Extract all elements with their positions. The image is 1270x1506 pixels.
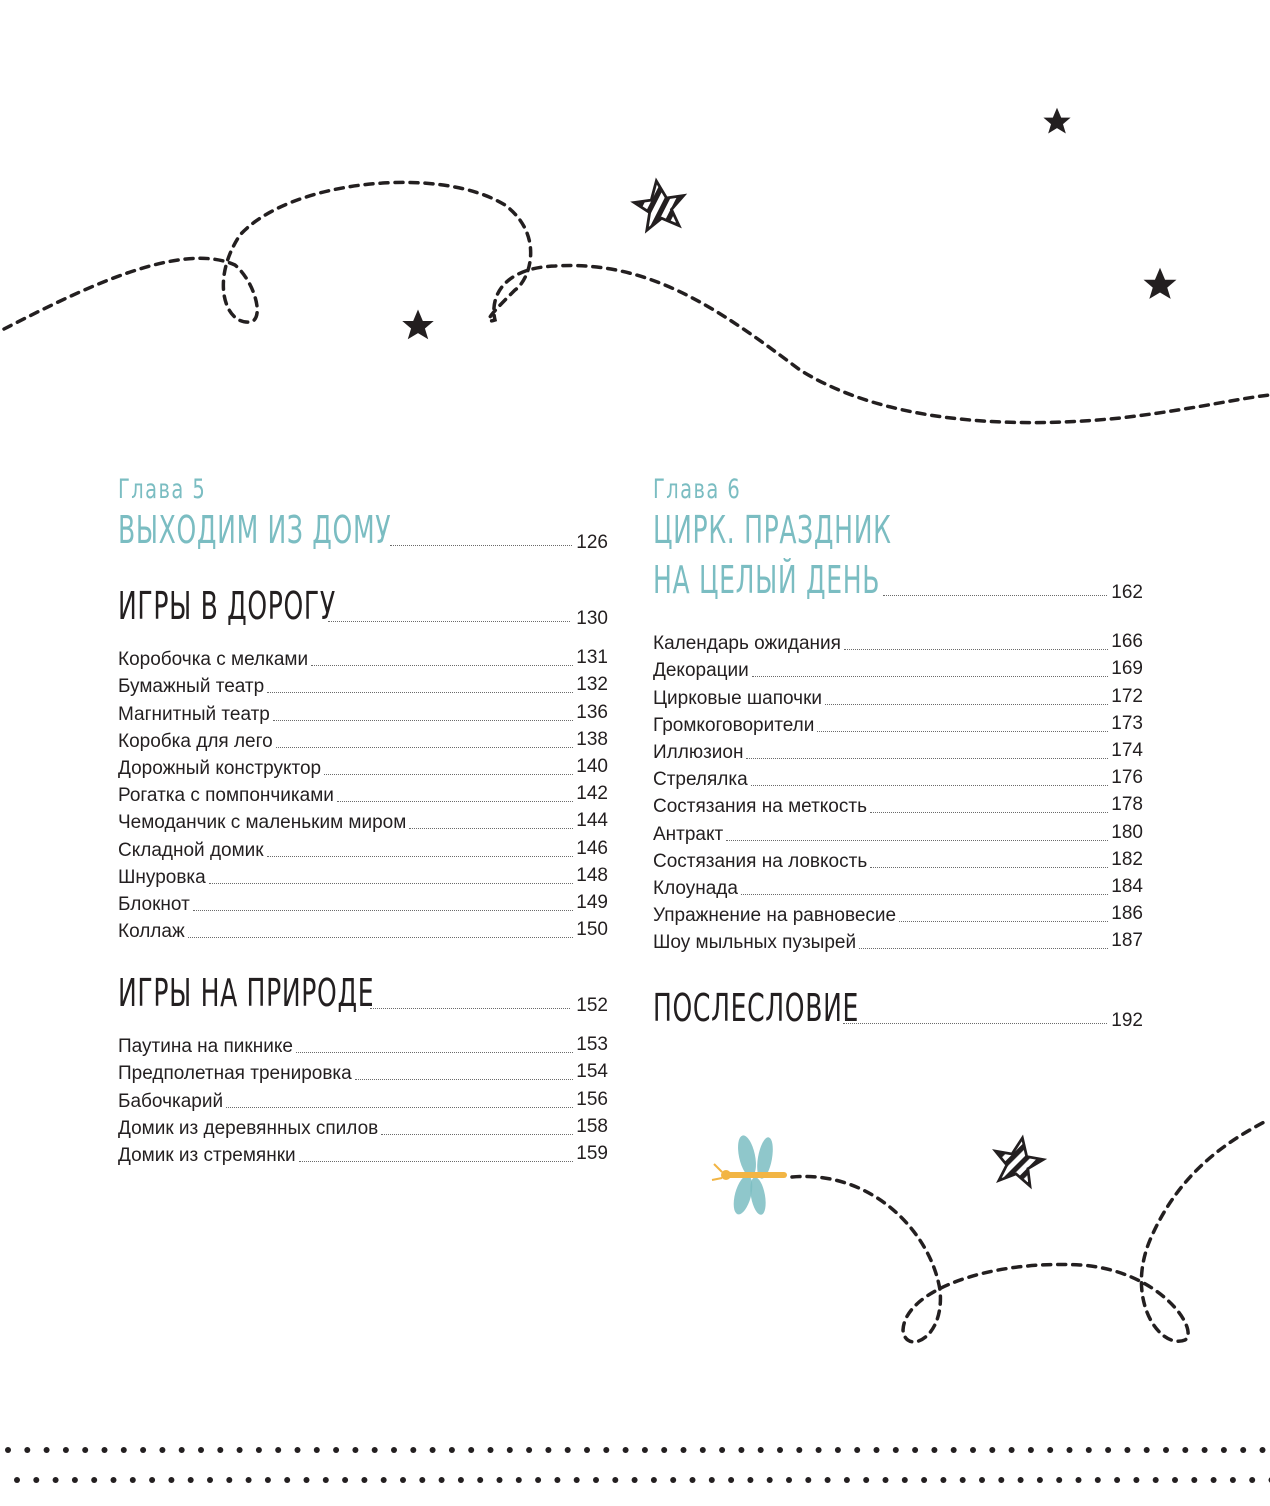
entry-title: Домик из деревянных спилов bbox=[118, 1117, 379, 1139]
toc-entry bbox=[118, 1085, 608, 1112]
leader-dots bbox=[844, 649, 1108, 650]
dot bbox=[1202, 1447, 1208, 1453]
dot bbox=[1067, 1447, 1073, 1453]
toc-entry bbox=[653, 900, 1143, 927]
entry-page-number: 172 bbox=[1111, 685, 1143, 707]
entry-list bbox=[118, 1031, 608, 1167]
leader-dots bbox=[843, 1023, 1107, 1024]
leader-dots bbox=[746, 758, 1108, 759]
dot bbox=[237, 1447, 243, 1453]
dot bbox=[1211, 1477, 1217, 1483]
toc-entry bbox=[118, 1140, 608, 1167]
dot bbox=[554, 1477, 560, 1483]
entry-page-number: 166 bbox=[1111, 631, 1143, 653]
entry-title: Шнуровка bbox=[118, 866, 206, 888]
entry-page-number: 136 bbox=[576, 701, 608, 723]
dot bbox=[526, 1447, 532, 1453]
dot bbox=[352, 1447, 358, 1453]
dot bbox=[1191, 1477, 1197, 1483]
leader-dots bbox=[370, 1008, 570, 1009]
dot bbox=[796, 1447, 802, 1453]
dot bbox=[921, 1477, 927, 1483]
entry-title: Антракт bbox=[653, 823, 724, 845]
toc-entry bbox=[118, 807, 608, 834]
entry-title: Бумажный театр bbox=[118, 676, 265, 698]
toc-entry bbox=[118, 916, 608, 943]
entry-title: Клоунада bbox=[653, 877, 738, 899]
toc-entry bbox=[653, 846, 1143, 873]
entry-page-number: 153 bbox=[576, 1034, 608, 1056]
dot bbox=[342, 1477, 348, 1483]
dot bbox=[989, 1447, 995, 1453]
entry-page-number: 176 bbox=[1111, 767, 1143, 789]
entry-title: Коробочка с мелками bbox=[118, 649, 309, 671]
entry-title: Блокнот bbox=[118, 893, 190, 915]
leader-dots bbox=[409, 828, 573, 829]
chapter-label: Глава 5 bbox=[118, 474, 207, 505]
dot bbox=[1221, 1447, 1227, 1453]
dot bbox=[709, 1477, 715, 1483]
leader-dots bbox=[870, 867, 1108, 868]
dot bbox=[497, 1477, 503, 1483]
dot bbox=[198, 1447, 204, 1453]
toc-entry bbox=[118, 698, 608, 725]
entry-title: Декорации bbox=[653, 660, 749, 682]
leader-dots bbox=[726, 840, 1108, 841]
entry-title: Календарь ожидания bbox=[653, 633, 841, 655]
dragonfly-icon bbox=[712, 1134, 787, 1217]
chapter-page-number: 162 bbox=[1111, 582, 1143, 603]
dot bbox=[207, 1477, 213, 1483]
dot bbox=[458, 1477, 464, 1483]
dot bbox=[372, 1447, 378, 1453]
entry-list bbox=[653, 628, 1143, 954]
leader-dots bbox=[296, 1052, 573, 1053]
dot bbox=[44, 1447, 50, 1453]
leader-dots bbox=[267, 856, 574, 857]
star-icon bbox=[1043, 108, 1070, 134]
toc-entry bbox=[118, 862, 608, 889]
leader-dots bbox=[188, 937, 574, 938]
dot bbox=[719, 1447, 725, 1453]
dot bbox=[883, 1477, 889, 1483]
dot bbox=[893, 1447, 899, 1453]
entry-title: Иллюзион bbox=[653, 741, 744, 763]
dot bbox=[53, 1477, 59, 1483]
entry-title: Коробка для лего bbox=[118, 730, 273, 752]
dot bbox=[1172, 1477, 1178, 1483]
dot bbox=[149, 1477, 155, 1483]
chapter-title-line-2: НА ЦЕЛЫЙ ДЕНЬ bbox=[653, 558, 881, 602]
entry-list bbox=[118, 644, 608, 943]
dot bbox=[545, 1447, 551, 1453]
dot bbox=[1076, 1477, 1082, 1483]
entry-page-number: 144 bbox=[576, 810, 608, 832]
dot bbox=[24, 1447, 30, 1453]
entry-page-number: 187 bbox=[1111, 930, 1143, 952]
leader-dots bbox=[870, 812, 1108, 813]
dot bbox=[111, 1477, 117, 1483]
dot bbox=[217, 1447, 223, 1453]
entry-page-number: 180 bbox=[1111, 821, 1143, 843]
dot bbox=[738, 1447, 744, 1453]
toc-entry bbox=[653, 818, 1143, 845]
entry-page-number: 174 bbox=[1111, 739, 1143, 761]
afterword-title: ПОСЛЕСЛОВИЕ bbox=[653, 986, 860, 1031]
leader-dots bbox=[276, 747, 574, 748]
dot bbox=[1144, 1447, 1150, 1453]
dot bbox=[651, 1477, 657, 1483]
dot bbox=[1240, 1447, 1246, 1453]
dot bbox=[632, 1477, 638, 1483]
toc-column-left bbox=[118, 472, 608, 1167]
dot bbox=[593, 1477, 599, 1483]
dot bbox=[468, 1447, 474, 1453]
dot bbox=[844, 1477, 850, 1483]
dot bbox=[121, 1447, 127, 1453]
dot bbox=[168, 1477, 174, 1483]
dot bbox=[1260, 1447, 1266, 1453]
dot bbox=[381, 1477, 387, 1483]
leader-dots bbox=[381, 1134, 573, 1135]
leader-dots bbox=[859, 948, 1108, 949]
dot bbox=[140, 1447, 146, 1453]
leader-dots bbox=[741, 894, 1108, 895]
dot bbox=[902, 1477, 908, 1483]
dot bbox=[854, 1447, 860, 1453]
dot bbox=[912, 1447, 918, 1453]
entry-title: Чемоданчик с маленьким миром bbox=[118, 812, 407, 834]
dot bbox=[565, 1447, 571, 1453]
chapter-page-number: 126 bbox=[576, 532, 608, 553]
entry-page-number: 146 bbox=[576, 837, 608, 859]
dot bbox=[1028, 1447, 1034, 1453]
dot bbox=[410, 1447, 416, 1453]
dot bbox=[816, 1447, 822, 1453]
dot bbox=[863, 1477, 869, 1483]
chapter-title-line-1: ЦИРК. ПРАЗДНИК bbox=[653, 508, 892, 552]
entry-page-number: 140 bbox=[576, 755, 608, 777]
dotted-border bbox=[5, 1447, 1270, 1483]
dot bbox=[246, 1477, 252, 1483]
dot bbox=[159, 1447, 165, 1453]
dot bbox=[1018, 1477, 1024, 1483]
entry-page-number: 173 bbox=[1111, 712, 1143, 734]
dashed-flight-path-top bbox=[4, 182, 1270, 422]
toc-entry bbox=[118, 780, 608, 807]
leader-dots bbox=[311, 665, 573, 666]
section-page-number: 130 bbox=[576, 608, 608, 629]
dot bbox=[1105, 1447, 1111, 1453]
dot bbox=[507, 1447, 513, 1453]
leader-dots bbox=[193, 910, 574, 911]
leader-dots bbox=[752, 676, 1109, 677]
toc-entry bbox=[118, 1031, 608, 1058]
entry-title: Рогатка с помпончиками bbox=[118, 785, 334, 807]
dot bbox=[951, 1447, 957, 1453]
leader-dots bbox=[324, 774, 573, 775]
toc-entry bbox=[653, 682, 1143, 709]
entry-page-number: 149 bbox=[576, 891, 608, 913]
chapter-title-line bbox=[653, 506, 1143, 554]
entry-title: Домик из стремянки bbox=[118, 1145, 296, 1166]
dot bbox=[14, 1477, 20, 1483]
chapter-title-row bbox=[118, 506, 608, 554]
entry-page-number: 154 bbox=[576, 1061, 608, 1083]
dot bbox=[728, 1477, 734, 1483]
section-title: ИГРЫ НА ПРИРОДЕ bbox=[118, 971, 375, 1016]
toc-entry bbox=[118, 834, 608, 861]
dot bbox=[516, 1477, 522, 1483]
section-title-row bbox=[118, 969, 608, 1017]
entry-title: Состязания на меткость bbox=[653, 796, 867, 818]
leader-dots bbox=[209, 883, 574, 884]
dot bbox=[1163, 1447, 1169, 1453]
dot bbox=[102, 1447, 108, 1453]
entry-title: Шоу мыльных пузырей bbox=[653, 932, 857, 954]
dot bbox=[1056, 1477, 1062, 1483]
leader-dots bbox=[817, 731, 1108, 732]
toc-entry bbox=[653, 873, 1143, 900]
dot bbox=[226, 1477, 232, 1483]
leader-dots bbox=[390, 545, 572, 546]
dot bbox=[747, 1477, 753, 1483]
dot bbox=[786, 1477, 792, 1483]
dot bbox=[295, 1447, 301, 1453]
dot bbox=[612, 1477, 618, 1483]
dot bbox=[1114, 1477, 1120, 1483]
dot bbox=[1095, 1477, 1101, 1483]
dot bbox=[284, 1477, 290, 1483]
dot bbox=[449, 1447, 455, 1453]
striped-star-icon bbox=[990, 1134, 1046, 1188]
toc-entry bbox=[653, 628, 1143, 655]
chapter-title-row bbox=[653, 556, 1143, 604]
toc-entry bbox=[118, 889, 608, 916]
dot bbox=[623, 1447, 629, 1453]
entry-page-number: 132 bbox=[576, 674, 608, 696]
dot bbox=[1249, 1477, 1255, 1483]
dot bbox=[256, 1447, 262, 1453]
dot bbox=[940, 1477, 946, 1483]
toc-entry bbox=[118, 671, 608, 698]
dot bbox=[603, 1447, 609, 1453]
section-page-number: 152 bbox=[576, 995, 608, 1017]
dot bbox=[805, 1477, 811, 1483]
leader-dots bbox=[883, 595, 1107, 596]
dot bbox=[1153, 1477, 1159, 1483]
entry-title: Состязания на ловкость bbox=[653, 850, 868, 872]
dot bbox=[535, 1477, 541, 1483]
dot bbox=[970, 1447, 976, 1453]
chapter-title: ВЫХОДИМ ИЗ ДОМУ bbox=[118, 508, 392, 552]
entry-page-number: 182 bbox=[1111, 848, 1143, 870]
dot bbox=[323, 1477, 329, 1483]
toc-entry bbox=[118, 726, 608, 753]
dot bbox=[179, 1447, 185, 1453]
dot bbox=[361, 1477, 367, 1483]
dot bbox=[304, 1477, 310, 1483]
entry-page-number: 178 bbox=[1111, 794, 1143, 816]
entry-title: Магнитный театр bbox=[118, 703, 270, 725]
dot bbox=[1230, 1477, 1236, 1483]
entry-page-number: 184 bbox=[1111, 875, 1143, 897]
dot bbox=[130, 1477, 136, 1483]
entry-title: Паутина на пикнике bbox=[118, 1036, 293, 1058]
dot bbox=[63, 1447, 69, 1453]
afterword-page-number: 192 bbox=[1111, 1010, 1143, 1032]
entry-title: Дорожный конструктор bbox=[118, 757, 322, 779]
dot bbox=[670, 1477, 676, 1483]
toc-column-right bbox=[653, 472, 1143, 1032]
toc-entry bbox=[653, 764, 1143, 791]
dot bbox=[777, 1447, 783, 1453]
dot bbox=[874, 1447, 880, 1453]
leader-dots bbox=[899, 921, 1108, 922]
leader-dots bbox=[328, 621, 570, 622]
dot bbox=[998, 1477, 1004, 1483]
entry-page-number: 150 bbox=[576, 919, 608, 941]
dot bbox=[1037, 1477, 1043, 1483]
dot bbox=[400, 1477, 406, 1483]
dot bbox=[1133, 1477, 1139, 1483]
dot bbox=[835, 1447, 841, 1453]
dot bbox=[333, 1447, 339, 1453]
leader-dots bbox=[226, 1107, 573, 1108]
entry-page-number: 138 bbox=[576, 728, 608, 750]
entry-title: Предполетная тренировка bbox=[118, 1063, 352, 1085]
dot bbox=[33, 1477, 39, 1483]
entry-title: Коллаж bbox=[118, 921, 185, 943]
entry-page-number: 148 bbox=[576, 864, 608, 886]
leader-dots bbox=[337, 801, 573, 802]
entry-page-number: 142 bbox=[576, 783, 608, 805]
entry-title: Упражнение на равновесие bbox=[653, 905, 897, 927]
entry-title: Цирковые шапочки bbox=[653, 687, 822, 709]
dot bbox=[430, 1447, 436, 1453]
dot bbox=[391, 1447, 397, 1453]
entry-page-number: 156 bbox=[576, 1088, 608, 1110]
leader-dots bbox=[273, 720, 573, 721]
dot bbox=[265, 1477, 271, 1483]
toc-entry bbox=[653, 737, 1143, 764]
afterword-row bbox=[653, 984, 1143, 1032]
section-title: ИГРЫ В ДОРОГУ bbox=[118, 584, 336, 628]
leader-dots bbox=[267, 692, 573, 693]
toc-entry bbox=[118, 1058, 608, 1085]
dot bbox=[700, 1447, 706, 1453]
section-title-row bbox=[118, 582, 608, 630]
leader-dots bbox=[751, 785, 1109, 786]
dot bbox=[574, 1477, 580, 1483]
dot bbox=[931, 1447, 937, 1453]
entry-title: Бабочкарий bbox=[118, 1090, 224, 1112]
dot bbox=[314, 1447, 320, 1453]
dot bbox=[188, 1477, 194, 1483]
dot bbox=[1124, 1447, 1130, 1453]
star-icon bbox=[402, 310, 433, 340]
dot bbox=[584, 1447, 590, 1453]
dot bbox=[1182, 1447, 1188, 1453]
dot bbox=[91, 1477, 97, 1483]
entry-title: Складной домик bbox=[118, 839, 264, 861]
leader-dots bbox=[355, 1079, 574, 1080]
dot bbox=[1047, 1447, 1053, 1453]
toc-entry bbox=[118, 644, 608, 671]
star-icon bbox=[1144, 268, 1177, 299]
toc-entry bbox=[653, 655, 1143, 682]
entry-page-number: 169 bbox=[1111, 658, 1143, 680]
dot bbox=[979, 1477, 985, 1483]
entry-title: Громкоговорители bbox=[653, 714, 815, 736]
entry-page-number: 131 bbox=[576, 647, 608, 669]
dot bbox=[642, 1447, 648, 1453]
dot bbox=[1086, 1447, 1092, 1453]
dot bbox=[419, 1477, 425, 1483]
toc-entry bbox=[653, 927, 1143, 954]
dot bbox=[439, 1477, 445, 1483]
entry-page-number: 158 bbox=[576, 1115, 608, 1137]
entry-page-number: 159 bbox=[576, 1143, 608, 1164]
dot bbox=[82, 1447, 88, 1453]
dot bbox=[661, 1447, 667, 1453]
dot bbox=[72, 1477, 78, 1483]
dot bbox=[960, 1477, 966, 1483]
dot bbox=[477, 1477, 483, 1483]
entry-page-number: 186 bbox=[1111, 903, 1143, 925]
leader-dots bbox=[299, 1161, 574, 1162]
dot bbox=[767, 1477, 773, 1483]
leader-dots bbox=[825, 704, 1108, 705]
dot bbox=[825, 1477, 831, 1483]
dot bbox=[5, 1447, 11, 1453]
toc-entry bbox=[653, 791, 1143, 818]
dot bbox=[1009, 1447, 1015, 1453]
chapter-label: Глава 6 bbox=[653, 474, 742, 505]
toc-entry bbox=[118, 1113, 608, 1140]
dot bbox=[690, 1477, 696, 1483]
dot bbox=[488, 1447, 494, 1453]
dot bbox=[681, 1447, 687, 1453]
entry-title: Стрелялка bbox=[653, 769, 748, 791]
striped-star-icon bbox=[632, 178, 688, 232]
dot bbox=[758, 1447, 764, 1453]
toc-entry bbox=[118, 753, 608, 780]
dashed-flight-path-bottom bbox=[792, 1120, 1268, 1342]
dot bbox=[275, 1447, 281, 1453]
toc-entry bbox=[653, 710, 1143, 737]
